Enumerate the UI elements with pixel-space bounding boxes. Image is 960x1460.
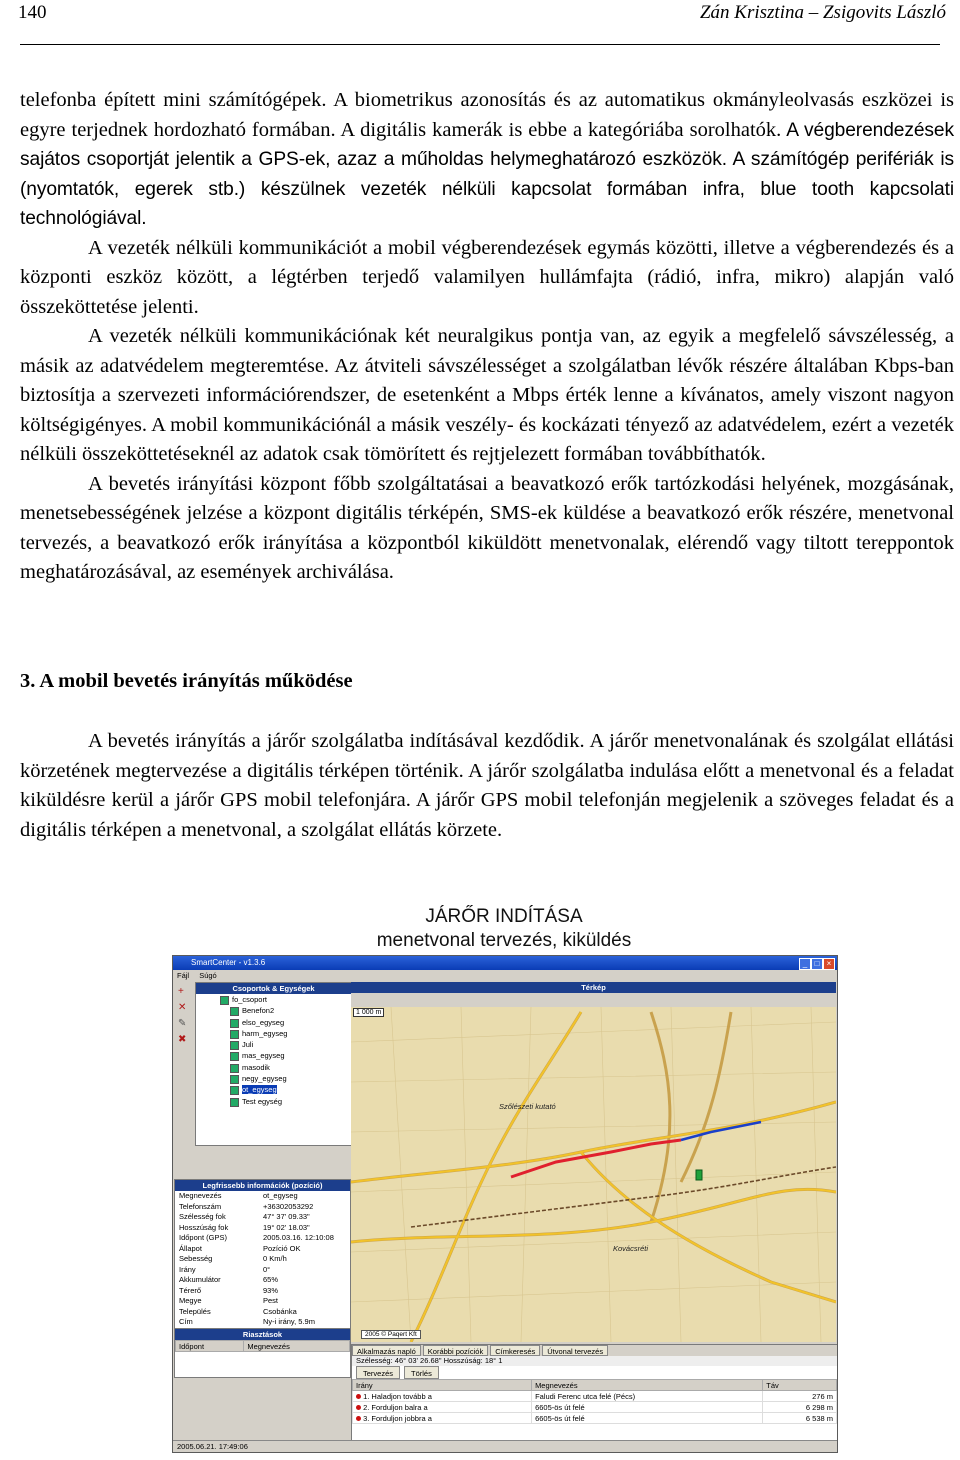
page-header (14, 2, 946, 44)
tree-item-label: harm_egyseg (242, 1028, 288, 1038)
info-key: Sebesség (179, 1254, 213, 1263)
route-col-name[interactable]: Megnevezés (532, 1380, 763, 1391)
route-cell: 6 298 m (763, 1402, 837, 1413)
info-value: ot_egyseg (263, 1191, 298, 1200)
map-footer: 2005 © Paqert Kft (361, 1330, 421, 1339)
info-row (175, 1191, 350, 1202)
alarm-panel (174, 1328, 351, 1378)
info-row (175, 1265, 350, 1276)
status-bar: 2005.06.21. 17:49:06 (173, 1440, 837, 1453)
route-cell: 3. Forduljon jobbra a (353, 1413, 532, 1424)
menu-help[interactable]: Súgó (199, 971, 217, 980)
route-table (352, 1379, 837, 1424)
tree-item-label: Benefon2 (242, 1006, 275, 1016)
delete-icon[interactable]: ✕ (178, 1002, 187, 1013)
route-panel (351, 1344, 838, 1441)
info-panel (174, 1179, 351, 1329)
body-text (20, 86, 954, 588)
tree-item-label: elso_egyseg (242, 1017, 285, 1027)
running-title: Zán Krisztina – Zsigovits László (699, 2, 946, 23)
groups-panel (195, 982, 352, 1146)
tree-item[interactable] (196, 1062, 351, 1073)
tree-checkbox[interactable] (230, 1030, 239, 1039)
tree-item[interactable] (196, 1039, 351, 1050)
tree-item-label: Test egység (242, 1096, 283, 1106)
alarm-table (175, 1340, 350, 1352)
info-value: Pozíció OK (263, 1243, 301, 1253)
map-panel[interactable] (351, 982, 836, 1342)
route-row[interactable] (353, 1391, 837, 1402)
menu-file[interactable]: Fájl (177, 971, 190, 980)
info-value: 19° 02' 18.03" (263, 1222, 310, 1232)
header-rule (20, 44, 940, 45)
tab-app-log[interactable]: Alkalmazás napló (352, 1345, 421, 1356)
info-row (175, 1286, 350, 1297)
remove-icon[interactable]: ✖ (178, 1034, 187, 1045)
tree-checkbox[interactable] (230, 1064, 239, 1073)
info-row (175, 1223, 350, 1234)
route-cell: 2. Forduljon balra a (353, 1402, 532, 1413)
alarm-col-time[interactable]: Időpont (176, 1341, 244, 1352)
window-titlebar (173, 956, 837, 970)
info-row (175, 1317, 350, 1328)
info-key: Időpont (GPS) (179, 1233, 227, 1242)
paragraph-1-sans: A végberendezések sajátos csoportját jelentik a GPS-ek, azaz a műholdas helymeghatározó eszközök. A számítógép perifériák is (nyomtatók, egerek stb.) készülnek vezeték nélküli kapcsolat formában infra, blue tooth kapcsolati technológiával. (20, 119, 954, 229)
route-cell: 6605-ös út felé (532, 1402, 763, 1413)
tree-item-label: negy_egyseg (242, 1074, 287, 1084)
info-value: 2005.03.16. 12:10:08 (263, 1233, 334, 1242)
tree-checkbox[interactable] (230, 1019, 239, 1028)
info-key: Irány (179, 1264, 196, 1274)
alarm-col-name[interactable]: Megnevezés (244, 1341, 350, 1352)
info-value: 0° (263, 1264, 271, 1274)
figure-subtitle: menetvonal tervezés, kiküldés (376, 930, 632, 951)
minimize-icon[interactable]: _ (799, 958, 811, 970)
route-cell: 6605-ös út felé (532, 1413, 763, 1424)
map-toolbar (351, 993, 836, 1007)
info-row (175, 1254, 350, 1265)
tree-item-label: masodik (242, 1062, 270, 1072)
info-key: Megnevezés (179, 1191, 222, 1200)
waypoint-icon (356, 1394, 361, 1399)
tree-item[interactable] (196, 1084, 351, 1095)
info-row (175, 1233, 350, 1244)
tree-checkbox[interactable] (220, 996, 229, 1005)
tab-route-planning[interactable]: Útvonal tervezés (542, 1345, 608, 1356)
tree-checkbox[interactable] (230, 1007, 239, 1016)
maximize-icon[interactable]: □ (811, 958, 823, 970)
route-cell: 1. Haladjon tovább a (353, 1391, 532, 1402)
tree-checkbox[interactable] (230, 1052, 239, 1061)
tree-checkbox[interactable] (230, 1041, 239, 1050)
paragraph-5: A bevetés irányítás a járőr szolgálatba indításával kezdődik. A járőr menetvonalának és szolgálat ellátási körzetének megtervezése a digitális térképen történik. A járőr szolgálatba indulása előtt a menetvonal és a feladat kiküldésre kerül a járőr GPS mobil telefonjára. A járőr GPS mobil telefonján megjelenik a szöveges feladat és a digitális térképen a menetvonal, a szolgálat ellátás körzete. (20, 730, 954, 841)
info-value: +36302053292 (263, 1201, 314, 1211)
tree-item[interactable] (196, 994, 351, 1005)
route-buttons (352, 1366, 837, 1379)
info-key: Szélesség fok (179, 1212, 226, 1221)
route-cell: 6 538 m (763, 1413, 837, 1424)
info-value: 47° 37' 09.33" (263, 1212, 310, 1221)
route-cell: 276 m (763, 1391, 837, 1402)
info-value: 0 Km/h (263, 1254, 287, 1263)
info-value: Ny-i irány, 5.9m (263, 1317, 315, 1326)
add-icon[interactable]: + (178, 986, 184, 997)
tree-checkbox[interactable] (230, 1098, 239, 1107)
paragraph-3: A vezeték nélküli kommunikációnak két neuralgikus pontja van, az egyik a megfelelő sávszélesség, a másik az adatvédelem megteremtése. Az átviteli sávszélességet a szolgálatban lévők részére általában Kbps-ban biztosítja a szervezeti információrendszer, de esetenként a Mbps érték lenne a kívánatos, amely viszont nagyon költségigényes. A mobil kommunikációnál a másik veszély- és kockázati tényező az adatvédelem, ezért a vezeték nélküli összeköttetéseknél az adatok csak tömörített és rejtjelezett formában továbbíthatók. (20, 325, 954, 465)
alarm-header: Riasztások (175, 1329, 350, 1340)
window-title: SmartCenter - v1.3.6 (191, 958, 266, 967)
waypoint-icon (356, 1416, 361, 1421)
tree-item-label: mas_egyseg (242, 1051, 285, 1061)
info-key: Hosszúság fok (179, 1222, 229, 1232)
delete-button[interactable]: Törlés (404, 1366, 439, 1379)
tree-item[interactable] (196, 1096, 351, 1107)
tree-item-label: ot_egyseg (242, 1085, 277, 1095)
paragraph-2: A vezeték nélküli kommunikációt a mobil végberendezések egymás közötti, illetve a végberendezés és a központi eszköz között, a légtérben terjedő valamilyen hullámfajta (rádió, infra, mikro) alapján való összeköttetése jelenti. (20, 236, 954, 318)
map-label-kovacsreti: Kovácsréti (613, 1244, 649, 1253)
section-heading: 3. A mobil bevetés irányítás működése (20, 670, 353, 692)
info-key: Cím (179, 1317, 193, 1326)
info-value: Pest (263, 1296, 279, 1305)
info-key: Térerő (179, 1285, 202, 1295)
waypoint-icon (356, 1405, 361, 1410)
map-scale: 1 000 m (353, 1008, 384, 1017)
close-icon[interactable]: × (823, 958, 835, 970)
info-key: Telefonszám (179, 1201, 222, 1211)
map-header: Térkép (351, 982, 836, 993)
info-table (175, 1191, 350, 1328)
route-col-direction[interactable]: Irány (353, 1380, 532, 1391)
tree-item[interactable] (196, 1028, 351, 1039)
groups-header: Csoportok & Egységek (196, 983, 351, 994)
info-key: Megye (179, 1296, 202, 1305)
tree-checkbox[interactable] (230, 1086, 239, 1095)
info-key: Település (179, 1306, 211, 1316)
info-row (175, 1275, 350, 1286)
info-row (175, 1244, 350, 1255)
tree-item[interactable] (196, 1073, 351, 1084)
info-row (175, 1202, 350, 1213)
route-row[interactable] (353, 1402, 837, 1413)
paragraph-4: A bevetés irányítási központ főbb szolgáltatásai a beavatkozó erők tartózkodási helyének, mozgásának, menetsebességének jelzése a központ digitális térképén, SMS-ek küldése a beavatkozó erők részére, menetvonal tervezés, a beavatkozó erők irányítása a központból kiküldött menetvonalak, elérendő vagy tiltott tereppontok meghatározásával, az események archiválása. (20, 472, 954, 583)
tree-checkbox[interactable] (230, 1075, 239, 1084)
info-key: Állapot (179, 1243, 202, 1253)
route-row[interactable] (353, 1413, 837, 1424)
side-toolbar (173, 983, 193, 1183)
coordinates-readout: Szélesség: 46° 03' 26.68" Hosszúság: 18° 1 (352, 1356, 837, 1366)
info-row (175, 1212, 350, 1223)
info-key: Akkumulátor (179, 1275, 221, 1284)
info-row (175, 1296, 350, 1307)
route-cell: Faludi Ferenc utca felé (Pécs) (532, 1391, 763, 1402)
route-col-distance[interactable]: Táv (763, 1380, 837, 1391)
tab-address-search[interactable]: Címkeresés (490, 1345, 540, 1356)
tree-item[interactable] (196, 1005, 351, 1016)
paragraph-1 (20, 86, 954, 234)
figure (170, 900, 838, 1455)
info-value: Csobánka (263, 1306, 297, 1316)
page-number: 140 (18, 2, 47, 23)
info-value: 65% (263, 1275, 279, 1284)
tab-previous-positions[interactable]: Korábbi pozíciók (423, 1345, 488, 1356)
paragraph-1-serif: telefonba épített mini számítógépek. A biometrikus azonosítás és az automatikus okmányleolvasás eszközei is egyre terjednek hordozható formában. A digitális kamerák is ebbe a kategóriába sorolhatók. (20, 89, 954, 141)
info-header: Legfrissebb információk (pozíció) (175, 1180, 350, 1191)
figure-title: JÁRŐR INDÍTÁSA (425, 906, 583, 927)
tree-item[interactable] (196, 1050, 351, 1061)
edit-icon[interactable]: ✎ (178, 1018, 187, 1029)
map-canvas[interactable] (351, 982, 836, 1342)
tree-item-label: fo_csoport (232, 995, 268, 1004)
menu-bar (173, 970, 837, 981)
groups-tree (196, 994, 351, 1107)
app-window (172, 955, 838, 1453)
info-value: 93% (263, 1285, 279, 1295)
tree-item[interactable] (196, 1017, 351, 1028)
tree-item-label: Juli (242, 1040, 254, 1050)
route-tabs (352, 1345, 837, 1356)
info-row (175, 1307, 350, 1318)
plan-button[interactable]: Tervezés (356, 1366, 400, 1379)
body-text-2 (20, 727, 954, 845)
map-label-vineyard: Szőlészeti kutató (499, 1102, 556, 1111)
